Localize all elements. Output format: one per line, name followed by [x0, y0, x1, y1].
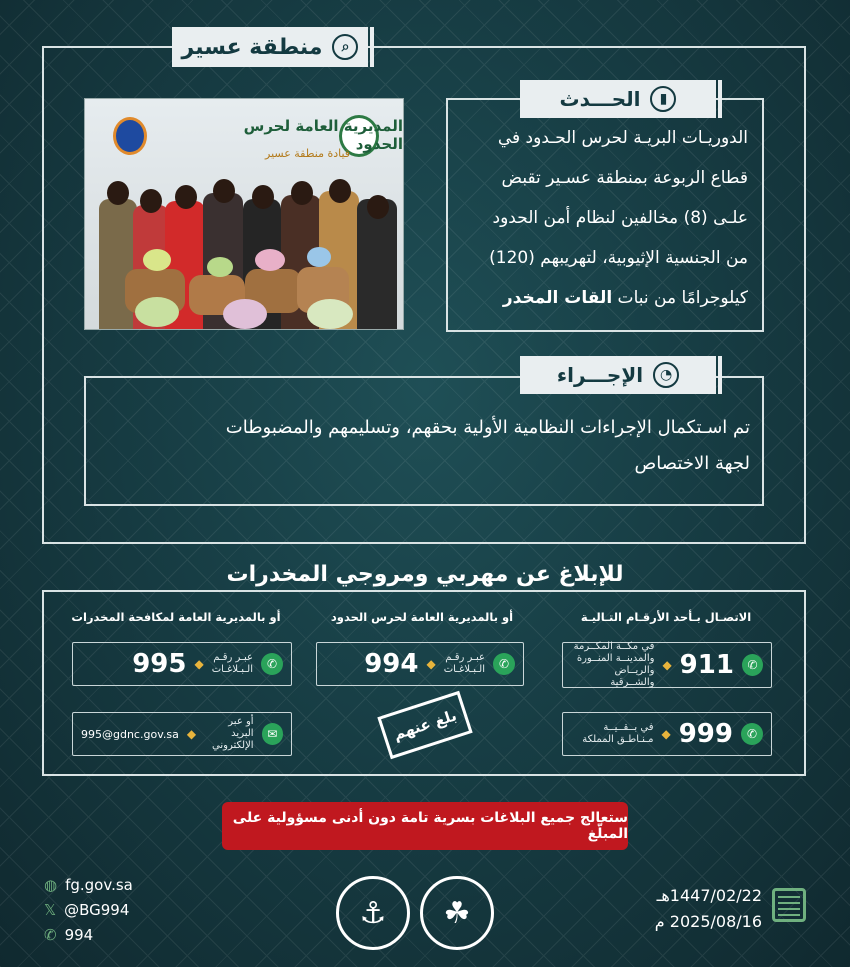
x-logo-icon: 𝕏 [44, 901, 57, 919]
calendar-icon [772, 888, 806, 922]
action-text [96, 410, 750, 482]
region-map-icon: ⌕ [332, 34, 358, 60]
hijri-date: 1447/02/22هـ [656, 886, 762, 905]
photo-subbanner: قيادة منطقة عسير [265, 147, 351, 160]
event-line: الدوريـات البريـة لحرس الحـدود في [497, 128, 748, 148]
footer-phone[interactable]: ✆ 994 [44, 926, 94, 944]
alarm-siren-icon: ◔ [653, 362, 679, 388]
phone-icon: ✆ [741, 723, 763, 745]
arrow-icon: ◆ [194, 657, 204, 671]
walkie-talkie-icon: ▮ [650, 86, 676, 112]
phone-icon: ✆ [261, 653, 283, 675]
phone-icon: ✆ [44, 926, 57, 944]
call-999[interactable] [562, 712, 772, 756]
call-911[interactable] [562, 642, 772, 688]
envelope-icon: ✉ [262, 723, 283, 745]
call-994[interactable] [316, 642, 524, 686]
event-tag [520, 80, 716, 118]
gregorian-date: 2025/08/16 م [654, 912, 762, 931]
col2-header: أو بالمديرية العامة لحرس الحدود [330, 610, 514, 624]
arrow-icon: ◆ [662, 658, 672, 672]
event-text [452, 118, 748, 318]
email-report[interactable] [72, 712, 292, 756]
region-911: في مكــة المكــرمة والمدينــة المنــورة والريــاض والشــرقية [573, 641, 655, 688]
col1-header: الاتصـال بـأحد الأرقـام التـاليـة [580, 610, 752, 624]
arrow-icon: ◆ [186, 727, 197, 741]
action-tag [520, 356, 716, 394]
number-911: 911 [679, 650, 734, 680]
report-title: للإبلاغ عن مهربي ومروجي المخدرات [226, 562, 624, 587]
number-995: 995 [132, 649, 187, 679]
action-title: الإجـــراء [556, 363, 644, 387]
email-address[interactable]: 995@gdnc.gov.sa [81, 727, 179, 741]
number-999: 999 [678, 719, 733, 749]
region-tag [172, 27, 368, 67]
label-994: عبـر رقـم الـبـلاغـات [443, 652, 485, 675]
region-999: في بــقــيــة مـنـاطـق المملكة [582, 722, 654, 745]
event-line: علـى (8) مخالفين لنظام أمن الحدود [492, 208, 748, 228]
label-995: عبـر رقـم الـبـلاغـات [211, 652, 253, 675]
confidentiality-notice: ستعالج جميع البلاغات بسرية تامة دون أدنى مسؤولية على المبلّغ [222, 802, 628, 850]
arrow-icon: ◆ [661, 727, 671, 741]
action-line: لجهة الاختصاص [634, 453, 750, 474]
col3-header: أو بالمديرية العامة لمكافحة المخدرات [71, 610, 281, 624]
photo-banner: المديرية العامة لحرس الحدود [243, 117, 403, 153]
event-title: الحـــدث [559, 87, 641, 111]
region-title: منطقة عسير [181, 34, 323, 60]
ministry-interior-emblem: ☘ [420, 876, 494, 950]
footer-website[interactable]: ◍ fg.gov.sa [44, 876, 133, 894]
tag-bar [370, 27, 374, 67]
number-994: 994 [364, 649, 419, 679]
action-line: تم اسـتكمال الإجراءات النظامية الأولية بحقهم، وتسليمهم والمضبوطات [225, 417, 750, 438]
report-stamp: بلغ عنهم [377, 691, 472, 759]
globe-icon: ◍ [44, 876, 58, 894]
phone-icon: ✆ [742, 654, 763, 676]
seizure-photo [84, 98, 404, 330]
event-line: قطاع الربوعة بمنطقة عسـير تقبض [501, 168, 748, 188]
call-995[interactable] [72, 642, 292, 686]
border-guard-emblem: ⚓ [336, 876, 410, 950]
label-email: أو عبر البريد الإلكتروني [212, 716, 254, 751]
event-line: من الجنسية الإثيوبية، لتهريبهم (120) [489, 248, 748, 268]
event-line: كيلوجرامًا من نبات القات المخدر [502, 288, 748, 308]
border-guard-logo [113, 117, 147, 155]
phone-icon: ✆ [493, 653, 515, 675]
footer-x[interactable]: 𝕏 @BG994 [44, 901, 130, 919]
arrow-icon: ◆ [426, 657, 436, 671]
